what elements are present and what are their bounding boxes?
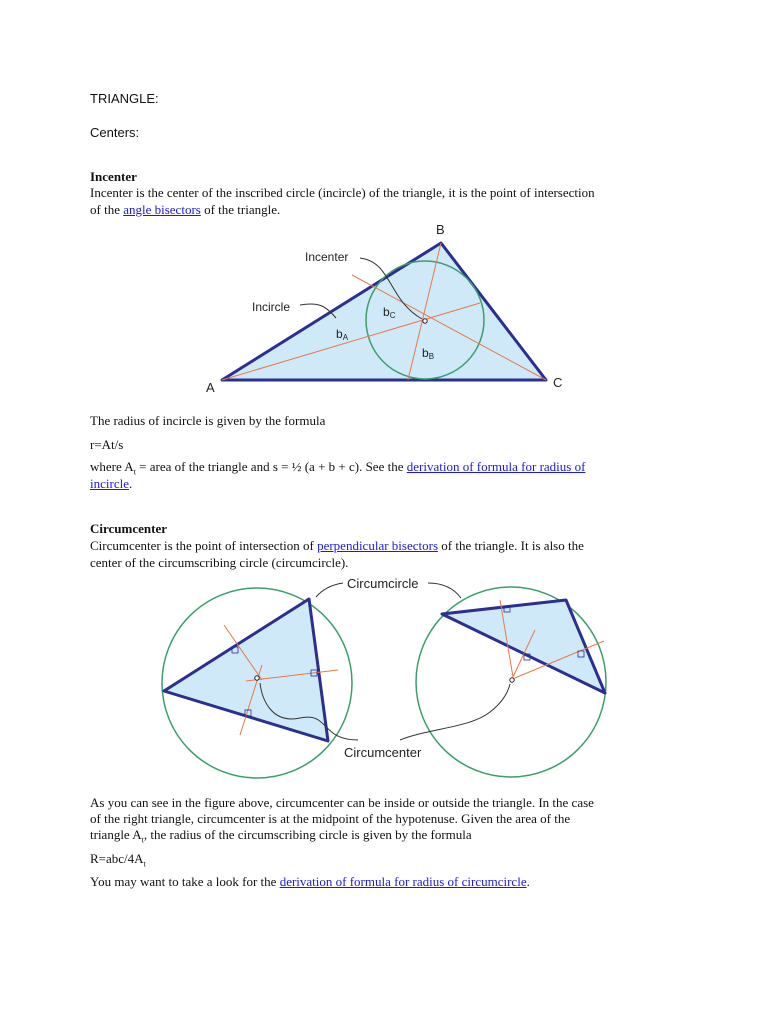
bisector-c-label: bC <box>383 305 396 320</box>
label-incenter: Incenter <box>305 250 349 264</box>
circumcenter-heading: Circumcenter <box>90 521 168 536</box>
incenter-heading: Incenter <box>90 169 137 184</box>
vertex-b-label: B <box>436 222 445 237</box>
circumcenter-paragraph-line-5 <box>90 826 472 849</box>
incenter-point <box>423 319 427 323</box>
formula-pre: R=abc/4A <box>90 851 144 866</box>
circ-para5-post: , the radius of the circumscribing circle is given by the formula <box>143 827 472 842</box>
label-circumcircle: Circumcircle <box>347 576 419 591</box>
incenter-paragraph-line-1: Incenter is the center of the inscribed circle (incircle) of the triangle, it is the point of intersection <box>90 185 595 200</box>
right-triangle <box>442 600 605 693</box>
incircle-radius-text: The radius of incircle is given by the formula <box>90 413 326 428</box>
circumcenter-paragraph-line-1 <box>90 537 584 554</box>
circumcircle-formula <box>90 850 146 873</box>
label-incircle: Incircle <box>252 300 291 314</box>
circumcenter-paragraph-line-4: of the right triangle, circumcenter is at the midpoint of the hypotenuse. Given the area of the <box>90 811 571 826</box>
look-end: . <box>526 874 530 889</box>
circ-para5-sub: t <box>141 835 144 845</box>
circumcenter-paragraph-line-3: As you can see in the figure above, circumcenter can be inside or outside the triangle. In the case <box>90 795 594 810</box>
incircle-derivation-link-part-2[interactable]: incircle <box>90 476 129 491</box>
incenter-para2-pre: of the <box>90 202 124 217</box>
vertex-a-label: A <box>206 380 215 395</box>
right-circumcenter-point <box>510 678 514 682</box>
where-pre: where A <box>90 459 134 474</box>
where-end: . <box>128 476 133 491</box>
incircle-where-line <box>90 458 585 481</box>
left-circumcenter-point <box>255 676 259 680</box>
circ-para1-post: of the triangle. It is also the <box>438 538 584 553</box>
circumcircle-arrow-left <box>316 583 343 597</box>
where-sub: t <box>133 467 136 477</box>
incenter-paragraph-line-2 <box>90 201 280 218</box>
look-pre: You may want to take a look for the <box>90 874 280 889</box>
perpendicular-bisectors-link[interactable]: perpendicular bisectors <box>317 538 439 553</box>
circ-para1-pre: Circumcenter is the point of intersection of <box>90 538 318 553</box>
circ-para5-pre: triangle A <box>90 827 142 842</box>
circumcircle-derivation-link[interactable]: derivation of formula for radius of circumcircle <box>279 874 527 889</box>
circumcircle-look-line <box>90 873 530 890</box>
bisector-a-label: bA <box>336 327 349 342</box>
formula-sub: t <box>143 859 146 869</box>
vertex-c-label: C <box>553 375 563 390</box>
incircle-derivation-link-part-1[interactable]: derivation of formula for radius of <box>406 459 586 474</box>
left-triangle <box>164 599 328 741</box>
incircle-formula: r=At/s <box>90 437 124 452</box>
incenter-para2-post: of the triangle. <box>200 202 281 217</box>
doc-title: TRIANGLE: <box>90 91 159 106</box>
circumcircle-arrow-right <box>428 583 461 598</box>
bisector-b-label: bB <box>422 346 435 361</box>
angle-bisectors-link[interactable]: angle bisectors <box>123 202 201 217</box>
circumcenter-figure <box>155 568 615 790</box>
label-circumcenter: Circumcenter <box>344 745 422 760</box>
circumcenter-paragraph-line-2: center of the circumscribing circle (circumcircle). <box>90 555 349 570</box>
where-mid: = area of the triangle and s = ½ (a + b + c). See the <box>135 459 407 474</box>
centers-label: Centers: <box>90 125 140 140</box>
incircle-where-line-2 <box>90 475 132 492</box>
incenter-figure <box>195 218 575 398</box>
